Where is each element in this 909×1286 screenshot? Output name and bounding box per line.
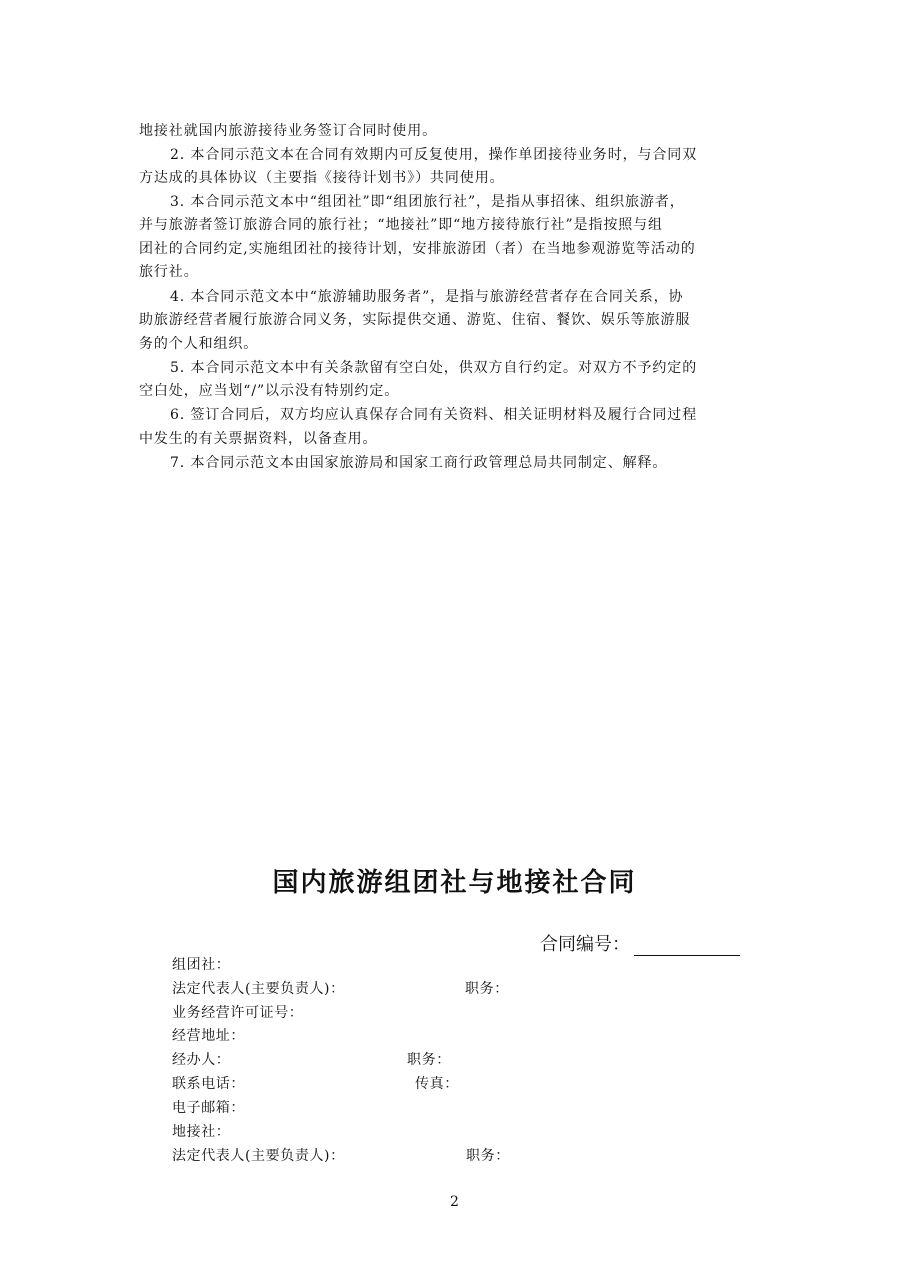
license-number-field: 业务经营许可证号： xyxy=(172,1005,304,1021)
body-line: 地接社就国内旅游接待业务签订合同时使用。 xyxy=(139,123,437,139)
contract-title: 国内旅游组团社与地接社合同 xyxy=(272,868,637,898)
legal-rep-field: 法定代表人(主要负责人)： xyxy=(172,981,345,997)
page-number: 2 xyxy=(450,1194,459,1210)
body-line: 并与旅游者签订旅游合同的旅行社；“地接社”即“地方接待旅行社”是指按照与组 xyxy=(139,217,663,233)
body-line: 6. 签订合同后，双方均应认真保存合同有关资料、相关证明材料及履行合同过程 xyxy=(170,407,698,423)
handler-field: 经办人： xyxy=(172,1052,231,1068)
body-line: 旅行社。 xyxy=(139,264,199,280)
legal-rep-field: 法定代表人(主要负责人)： xyxy=(172,1148,345,1164)
body-line: 空白处，应当划“/”以示没有特别约定。 xyxy=(139,383,400,399)
body-line: 中发生的有关票据资料，以备查用。 xyxy=(139,431,378,447)
body-line: 7. 本合同示范文本由国家旅游局和国家工商行政管理总局共同制定、解释。 xyxy=(170,455,668,471)
phone-field: 联系电话： xyxy=(172,1076,245,1092)
fax-field: 传真： xyxy=(415,1076,459,1092)
local-agency-field: 地接社： xyxy=(172,1124,231,1140)
contract-number xyxy=(540,930,740,956)
position-field: 职务： xyxy=(465,981,509,997)
position-field: 职务： xyxy=(407,1052,451,1068)
contract-number-blank xyxy=(634,937,740,956)
body-line: 2. 本合同示范文本在合同有效期内可反复使用，操作单团接待业务时，与合同双 xyxy=(170,147,698,163)
organizer-field: 组团社： xyxy=(172,957,231,973)
body-line: 3. 本合同示范文本中“组团社”即“组团旅行社”，是指从事招徕、组织旅游者， xyxy=(170,194,685,210)
email-field: 电子邮箱： xyxy=(172,1100,245,1116)
body-line: 4. 本合同示范文本中“旅游辅助服务者”，是指与旅游经营者存在合同关系，协 xyxy=(170,289,684,305)
address-field: 经营地址： xyxy=(172,1028,245,1044)
body-line: 团社的合同约定,实施组团社的接待计划，安排旅游团（者）在当地参观游览等活动的 xyxy=(139,241,696,257)
body-line: 5. 本合同示范文本中有关条款留有空白处，供双方自行约定。对双方不予约定的 xyxy=(170,360,698,376)
body-line: 务的个人和组织。 xyxy=(139,336,259,352)
position-field: 职务： xyxy=(466,1148,510,1164)
contract-number-label: 合同编号： xyxy=(540,934,630,955)
body-line: 方达成的具体协议（主要指《接待计划书》）共同使用。 xyxy=(139,170,505,186)
body-line: 助旅游经营者履行旅游合同义务，实际提供交通、游览、住宿、餐饮、娱乐等旅游服 xyxy=(139,312,691,328)
